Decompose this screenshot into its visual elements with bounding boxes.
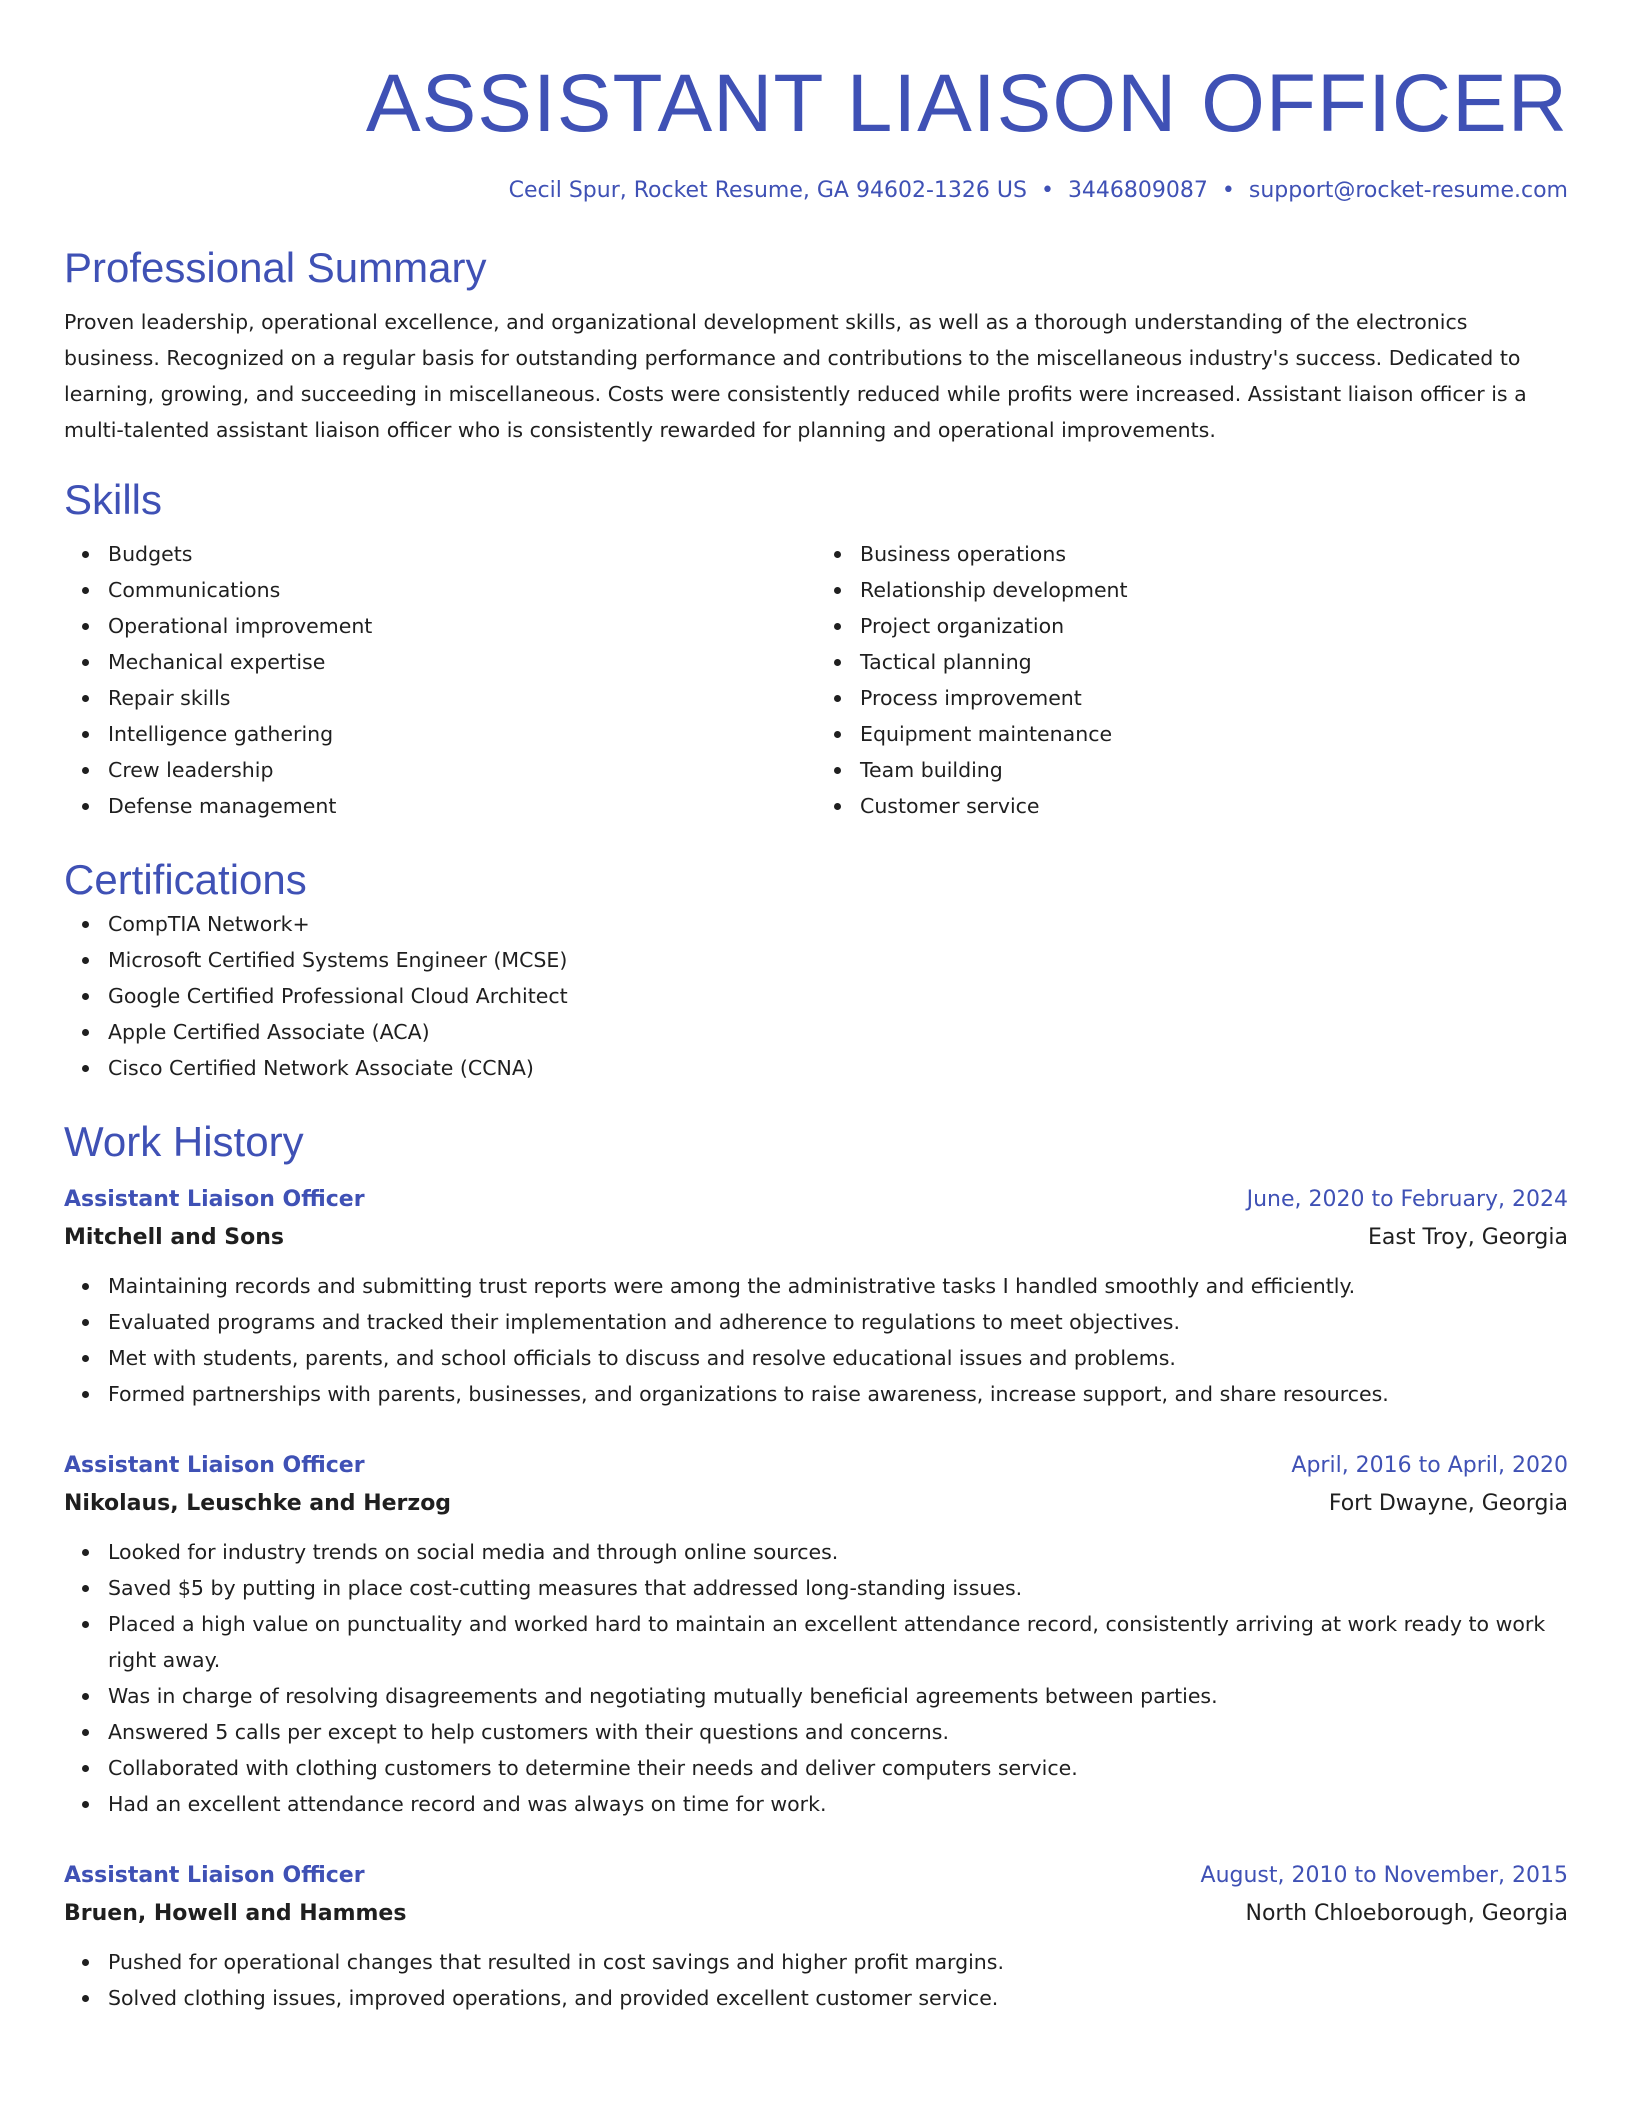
job-location: North Chloeborough, Georgia xyxy=(1245,1901,1568,1926)
resume-header xyxy=(64,56,1568,206)
job-dates: June, 2020 to February, 2024 xyxy=(1246,1187,1568,1212)
certification-item: Apple Certified Associate (ACA) xyxy=(108,1014,1568,1050)
job-title-row xyxy=(64,1858,1568,1894)
skills-list-right xyxy=(816,536,1568,824)
certification-item: Cisco Certified Network Associate (CCNA) xyxy=(108,1050,1568,1086)
job-bullet: Saved $5 by putting in place cost-cutting measures that addressed long-standing issues. xyxy=(108,1570,1568,1606)
contact-phone[interactable]: 3446809087 xyxy=(1067,178,1208,203)
skill-item: Team building xyxy=(860,752,1568,788)
job-bullet: Solved clothing issues, improved operations, and provided excellent customer service. xyxy=(108,1980,1568,2016)
contact-line xyxy=(64,176,1568,206)
job-company-row xyxy=(64,1484,1568,1524)
job-dates: August, 2010 to November, 2015 xyxy=(1200,1863,1568,1888)
job-bullets xyxy=(64,1944,1568,2016)
skill-item: Relationship development xyxy=(860,572,1568,608)
job-bullet: Pushed for operational changes that resulted in cost savings and higher profit margins. xyxy=(108,1944,1568,1980)
job-dates: April, 2016 to April, 2020 xyxy=(1291,1453,1568,1478)
job-bullets xyxy=(64,1534,1568,1822)
candidate-name: ASSISTANT LIAISON OFFICER xyxy=(365,58,1568,149)
skills-columns xyxy=(64,536,1568,824)
job-bullet: Evaluated programs and tracked their implementation and adherence to regulations to meet objectives. xyxy=(108,1304,1568,1340)
skill-item: Operational improvement xyxy=(108,608,816,644)
certification-item: CompTIA Network+ xyxy=(108,906,1568,942)
skill-item: Equipment maintenance xyxy=(860,716,1568,752)
job-bullet: Answered 5 calls per except to help customers with their questions and concerns. xyxy=(108,1714,1568,1750)
certifications-list xyxy=(64,906,1568,1086)
job-company: Nikolaus, Leuschke and Herzog xyxy=(64,1491,452,1516)
job-bullet: Had an excellent attendance record and was always on time for work. xyxy=(108,1786,1568,1822)
job-title-row xyxy=(64,1448,1568,1484)
contact-separator: • xyxy=(1040,178,1054,203)
job-entry xyxy=(64,1448,1568,1822)
skill-item: Tactical planning xyxy=(860,644,1568,680)
job-bullet: Formed partnerships with parents, businesses, and organizations to raise awareness, increase support, and share resources. xyxy=(108,1376,1568,1412)
skill-item: Repair skills xyxy=(108,680,816,716)
skill-item: Customer service xyxy=(860,788,1568,824)
skills-list-left xyxy=(64,536,816,824)
contact-separator: • xyxy=(1221,178,1235,203)
job-bullet: Maintaining records and submitting trust reports were among the administrative tasks I handled smoothly and efficiently. xyxy=(108,1268,1568,1304)
skill-item: Mechanical expertise xyxy=(108,644,816,680)
contact-address: Cecil Spur, Rocket Resume, GA 94602-1326 US xyxy=(508,178,1027,203)
job-location: East Troy, Georgia xyxy=(1368,1225,1568,1250)
job-company: Bruen, Howell and Hammes xyxy=(64,1901,407,1926)
skill-item: Communications xyxy=(108,572,816,608)
skill-item: Project organization xyxy=(860,608,1568,644)
skill-item: Defense management xyxy=(108,788,816,824)
skill-item: Crew leadership xyxy=(108,752,816,788)
summary-text: Proven leadership, operational excellence, and organizational development skills, as well as a thorough understanding of the electronics business. Recognized on a regular basis for outstanding performance and contributions to the miscellaneous industry's success. Dedicated to learning, growing, and succeeding in miscellaneous. Costs were consistently reduced while profits were increased. Assistant liaison officer is a multi-talented assistant liaison officer who is consistently rewarded for planning and operational improvements. xyxy=(64,310,1527,442)
job-company-row xyxy=(64,1218,1568,1258)
certification-item: Microsoft Certified Systems Engineer (MCSE) xyxy=(108,942,1568,978)
job-entry xyxy=(64,1858,1568,2016)
job-title: Assistant Liaison Officer xyxy=(64,1187,365,1212)
certifications-heading: Certifications xyxy=(64,856,307,903)
job-title-row xyxy=(64,1182,1568,1218)
job-bullet: Placed a high value on punctuality and worked hard to maintain an excellent attendance record, consistently arriving at work ready to work right away. xyxy=(108,1606,1568,1678)
job-company-row xyxy=(64,1894,1568,1934)
job-title: Assistant Liaison Officer xyxy=(64,1863,365,1888)
certification-item: Google Certified Professional Cloud Architect xyxy=(108,978,1568,1014)
contact-email[interactable]: support@rocket-resume.com xyxy=(1248,178,1568,203)
skill-item: Intelligence gathering xyxy=(108,716,816,752)
job-location: Fort Dwayne, Georgia xyxy=(1328,1491,1568,1516)
job-bullet: Was in charge of resolving disagreements and negotiating mutually beneficial agreements between parties. xyxy=(108,1678,1568,1714)
skill-item: Budgets xyxy=(108,536,816,572)
job-entry xyxy=(64,1182,1568,1412)
job-bullet: Met with students, parents, and school officials to discuss and resolve educational issues and problems. xyxy=(108,1340,1568,1376)
skill-item: Process improvement xyxy=(860,680,1568,716)
skills-heading: Skills xyxy=(64,476,163,523)
job-title: Assistant Liaison Officer xyxy=(64,1453,365,1478)
job-bullet: Looked for industry trends on social media and through online sources. xyxy=(108,1534,1568,1570)
work-history-heading: Work History xyxy=(64,1118,304,1165)
job-bullet: Collaborated with clothing customers to determine their needs and deliver computers service. xyxy=(108,1750,1568,1786)
skill-item: Business operations xyxy=(860,536,1568,572)
job-company: Mitchell and Sons xyxy=(64,1225,284,1250)
job-bullets xyxy=(64,1268,1568,1412)
summary-heading: Professional Summary xyxy=(64,244,487,291)
